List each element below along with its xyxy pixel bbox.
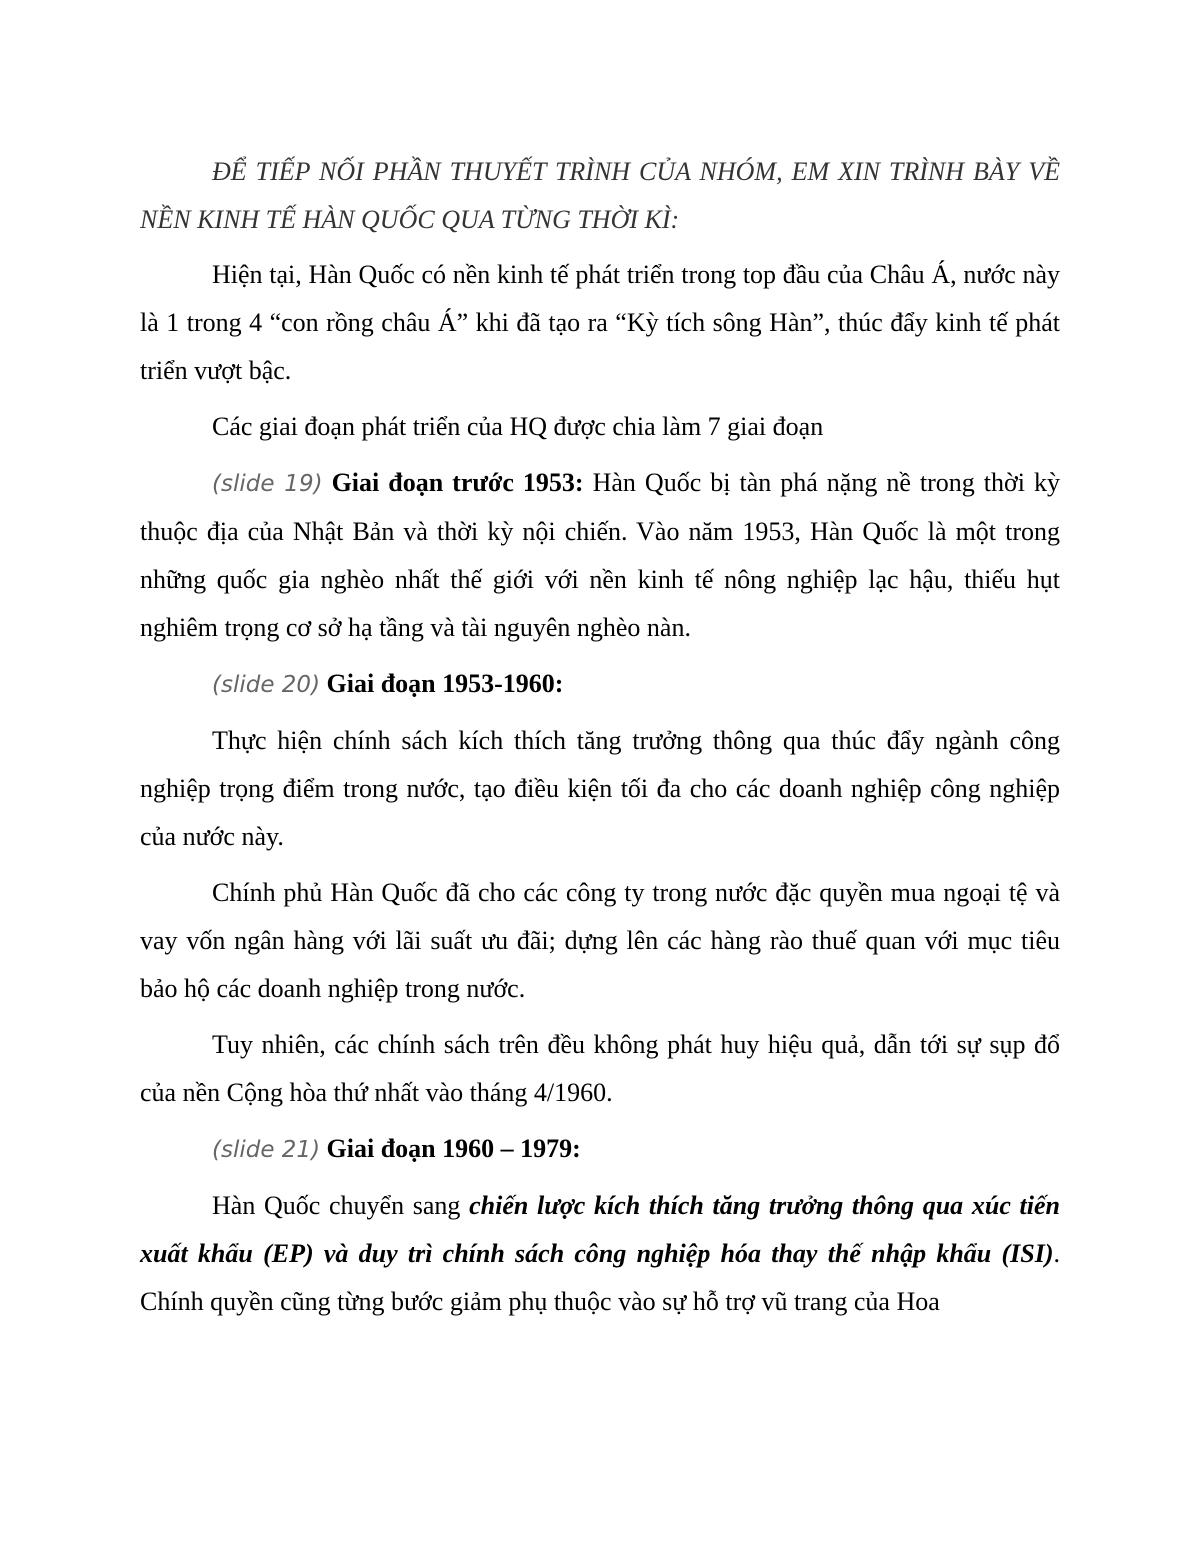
slide-reference: (slide 20) — [212, 672, 321, 698]
slide-reference: (slide 21) — [212, 1137, 321, 1163]
section-heading: Giai đoạn trước 1953: — [331, 468, 584, 497]
paragraph-tail: . Chính quyền cũng từng bước giảm phụ thuộc vào sự hỗ trợ vũ trang của Hoa — [140, 1239, 1060, 1316]
stages-intro-paragraph: Các giai đoạn phát triển của HQ được chia làm 7 giai đoạn — [212, 412, 824, 441]
section-1960-1979-heading — [140, 1125, 1060, 1174]
paragraph-lead: Hàn Quốc chuyển sang — [212, 1191, 470, 1220]
section-before-1953 — [140, 459, 1060, 652]
document-title: ĐỂ TIẾP NỐI PHẦN THUYẾT TRÌNH CỦA NHÓM, EM XIN TRÌNH BÀY VỀ NỀN KINH TẾ HÀN QUỐC QUA TỪNG THỜI KÌ: — [140, 157, 1060, 234]
section-1953-1960-paragraph-3: Tuy nhiên, các chính sách trên đều không phát huy hiệu quả, dẫn tới sự sụp đổ của nền Cộng hòa thứ nhất vào tháng 4/1960. — [140, 1030, 1060, 1107]
section-heading: Giai đoạn 1960 – 1979: — [326, 1134, 581, 1163]
section-1953-1960-heading — [140, 660, 1060, 709]
emphasis-text: chiến lược kích thích tăng trưởng thông qua xúc tiến xuất khẩu (EP) và duy trì chính sách công nghiệp hóa thay thế nhập khẩu (ISI) — [140, 1191, 1061, 1268]
section-1953-1960-paragraph-2: Chính phủ Hàn Quốc đã cho các công ty trong nước đặc quyền mua ngoại tệ và vay vốn ngân hàng với lãi suất ưu đãi; dựng lên các hàng rào thuế quan với mục tiêu bảo hộ các doanh nghiệp trong nước. — [140, 878, 1060, 1003]
document-body — [140, 148, 1060, 1334]
slide-reference: (slide 19) — [212, 471, 323, 497]
section-1960-1979-paragraph — [140, 1182, 1060, 1326]
intro-paragraph: Hiện tại, Hàn Quốc có nền kinh tế phát triển trong top đầu của Châu Á, nước này là 1 trong 4 “con rồng châu Á” khi đã tạo ra “Kỳ tích sông Hàn”, thúc đẩy kinh tế phát triển vượt bậc. — [140, 260, 1060, 385]
section-1953-1960-paragraph-1: Thực hiện chính sách kích thích tăng trưởng thông qua thúc đẩy ngành công nghiệp trọng điểm trong nước, tạo điều kiện tối đa cho các doanh nghiệp công nghiệp của nước này. — [140, 726, 1060, 851]
section-body: Hàn Quốc bị tàn phá nặng nề trong thời kỳ thuộc địa của Nhật Bản và thời kỳ nội chiến. Vào năm 1953, Hàn Quốc là một trong những quốc gia nghèo nhất thế giới với nền kinh tế nông nghiệp lạc hậu, thiếu hụt nghiêm trọng cơ sở hạ tầng và tài nguyên nghèo nàn. — [140, 468, 1060, 642]
section-heading: Giai đoạn 1953-1960: — [326, 669, 564, 698]
